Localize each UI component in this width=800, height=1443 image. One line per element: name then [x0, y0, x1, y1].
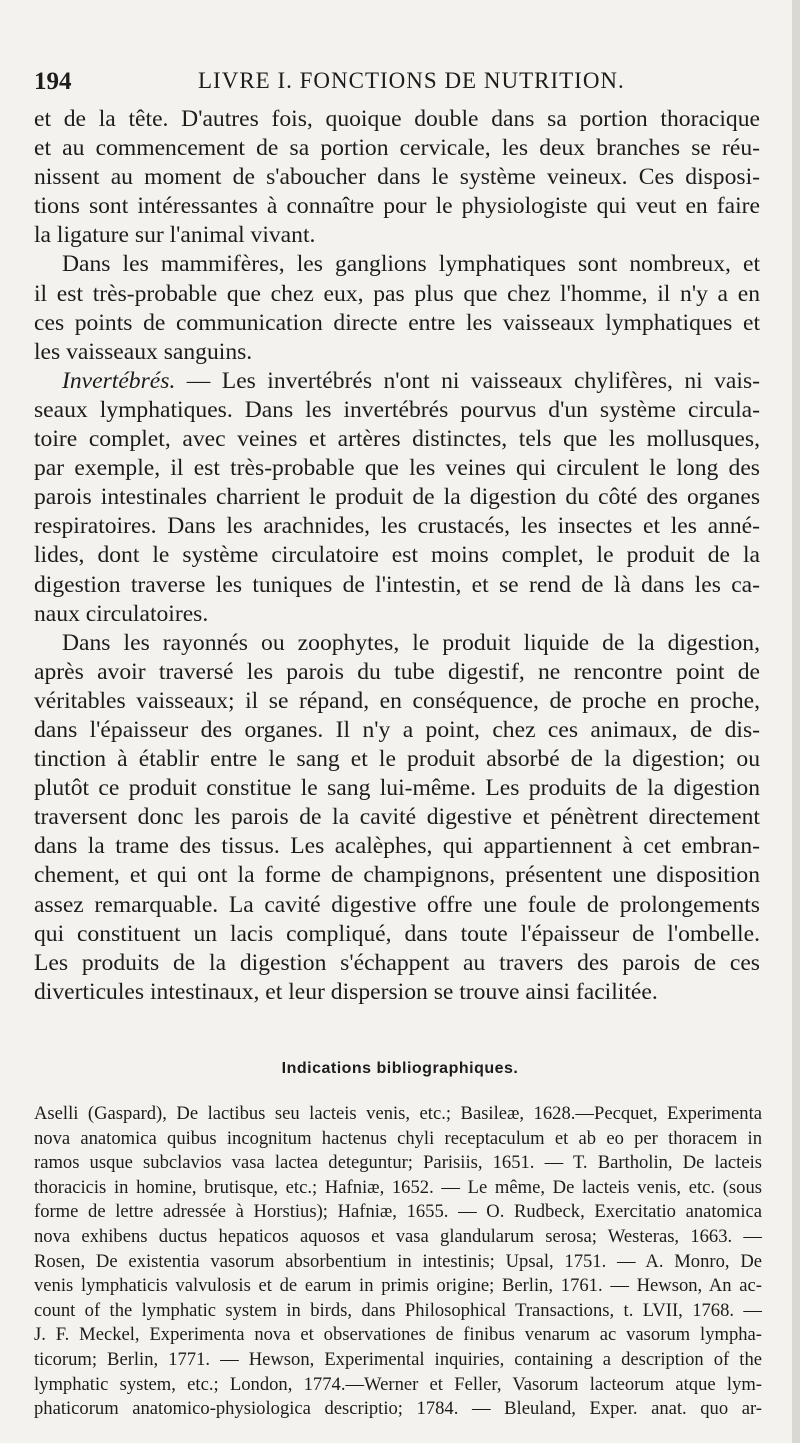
text-line: tions sont intéressantes à connaître pour le physiologiste qui veut en faire — [34, 193, 760, 220]
paragraph — [34, 367, 760, 629]
bibliography-line: nova exhibens ductus hepaticos aquosos et vasa glandularum serosa; Westeras, 1663. — — [34, 1225, 762, 1247]
text-line: par exemple, il est très-probable que les veines qui circulent le long des — [34, 455, 760, 482]
paragraph — [34, 105, 760, 250]
text-line: et au commencement de sa portion cervicale, les deux branches se réu- — [34, 135, 760, 162]
text-line: chement, et qui ont la forme de champignons, présentent une disposition — [34, 862, 760, 889]
page-number: 194 — [34, 68, 72, 95]
text-line: Dans les mammifères, les ganglions lymphatiques sont nombreux, et — [62, 251, 760, 278]
bibliography-line: forme de lettre adressée à Horstius); Hafniæ, 1655. — O. Rudbeck, Exercitatio anatomica — [34, 1201, 762, 1223]
text-line: il est très-probable que chez eux, pas plus que chez l'homme, il n'y a en — [34, 280, 760, 307]
text-line: dans l'épaisseur des organes. Il n'y a point, chez ces animaux, de dis- — [34, 716, 760, 743]
text-line: traversent donc les parois de la cavité digestive et pénètrent directement — [34, 804, 760, 831]
paragraph — [34, 629, 760, 1007]
bibliography-title: Indications bibliographiques. — [281, 1060, 519, 1077]
text-line: la ligature sur l'animal vivant. — [34, 222, 316, 249]
paragraph — [34, 250, 760, 366]
bibliography-list — [34, 1102, 762, 1422]
text-line: après avoir traversé les parois du tube digestif, ne rencontre point de — [34, 658, 760, 685]
bibliography-line: Rosen, De existentia vasorum absorbentium in intestinis; Upsal, 1751. — A. Monro, De — [34, 1250, 762, 1272]
bibliography-line: phaticorum anatomico-physiologica descriptio; 1784. — Bleuland, Exper. anat. quo ar- — [34, 1398, 762, 1420]
text-line: Les produits de la digestion s'échappent au travers des parois de ces — [34, 949, 760, 976]
text-line: nissent au moment de s'aboucher dans le système veineux. Ces disposi- — [34, 164, 760, 191]
text-line: naux circulatoires. — [34, 600, 209, 627]
text-line: les vaisseaux sanguins. — [34, 338, 253, 365]
text-line — [34, 367, 760, 396]
text-line: diverticules intestinaux, et leur dispersion se trouve ainsi facilitée. — [34, 978, 658, 1005]
running-head: LIVRE I. FONCTIONS DE NUTRITION. — [198, 68, 625, 93]
bibliography-line: nova anatomica quibus incognitum hactenus chyli receptaculum et ab eo per thoracem in — [34, 1127, 762, 1149]
text-line: plutôt ce produit constitue le sang lui-même. Les produits de la digestion — [34, 775, 760, 802]
bibliography-line: ticorum; Berlin, 1771. — Hewson, Experimental inquiries, containing a description of the — [34, 1348, 762, 1370]
section-lead: Invertébrés. — [62, 367, 176, 394]
text-line: lides, dont le système circulatoire est moins complet, le produit de la — [34, 542, 760, 569]
bibliography-line: lymphatic system, etc.; London, 1774.—Werner et Feller, Vasorum lacteorum atque lym- — [34, 1373, 762, 1395]
bibliography-line: J. F. Meckel, Experimenta nova et observationes de finibus venarum ac vasorum lympha- — [34, 1324, 762, 1346]
text-line: ces points de communication directe entre les vaisseaux lymphatiques et — [34, 309, 760, 336]
bibliography-line: venis lymphaticis valvulosis et de earum in primis origine; Berlin, 1761. — Hewson, An ac- — [34, 1275, 762, 1297]
page-header — [34, 60, 774, 100]
text-line: assez remarquable. La cavité digestive offre une foule de prolongements — [34, 891, 760, 918]
text-line: tinction à établir entre le sang et le produit absorbé de la digestion; ou — [34, 746, 760, 773]
bibliography-line: thoracicis in homine, brutisque, etc.; Hafniæ, 1652. — Le même, De lacteis venis, etc. (sous — [34, 1176, 762, 1198]
text-line: Dans les rayonnés ou zoophytes, le produit liquide de la digestion, — [62, 629, 760, 656]
text-line: seaux lymphatiques. Dans les invertébrés pourvus d'un système circula- — [34, 396, 760, 423]
text-line: parois intestinales charrient le produit de la digestion du côté des organes — [34, 484, 760, 511]
text-line: toire complet, avec veines et artères distinctes, tels que les mollusques, — [34, 426, 760, 453]
bibliography-line: Aselli (Gaspard), De lactibus seu lacteis venis, etc.; Basileæ, 1628.—Pecquet, Experimenta — [34, 1103, 762, 1124]
text-line: et de la tête. D'autres fois, quoique double dans sa portion thoracique — [34, 106, 760, 132]
text-line: qui constituent un lacis compliqué, dans toute l'épaisseur de l'ombelle. — [34, 920, 760, 947]
text-line: véritables vaisseaux; il se répand, en conséquence, de proche en proche, — [34, 687, 760, 714]
text-line: respiratoires. Dans les arachnides, les crustacés, les insectes et les anné- — [34, 513, 760, 540]
bibliography-line: ramos usque subclavios vasa lactea deteguntur; Parisiis, 1651. — T. Bartholin, De lacteis — [34, 1152, 762, 1174]
bibliography-line: count of the lymphatic system in birds, dans Philosophical Transactions, t. LVII, 1768. — — [34, 1299, 762, 1321]
page-edge-shadow — [792, 0, 800, 1443]
text-fragment: — Les invertébrés n'ont ni vaisseaux chylifères, ni vais- — [175, 367, 760, 394]
text-line: dans la trame des tissus. Les acalèphes, qui appartiennent à cet embran- — [34, 833, 760, 860]
text-line: digestion traverse les tuniques de l'intestin, et se rend de là dans les ca- — [34, 571, 760, 598]
main-text — [34, 105, 760, 1007]
